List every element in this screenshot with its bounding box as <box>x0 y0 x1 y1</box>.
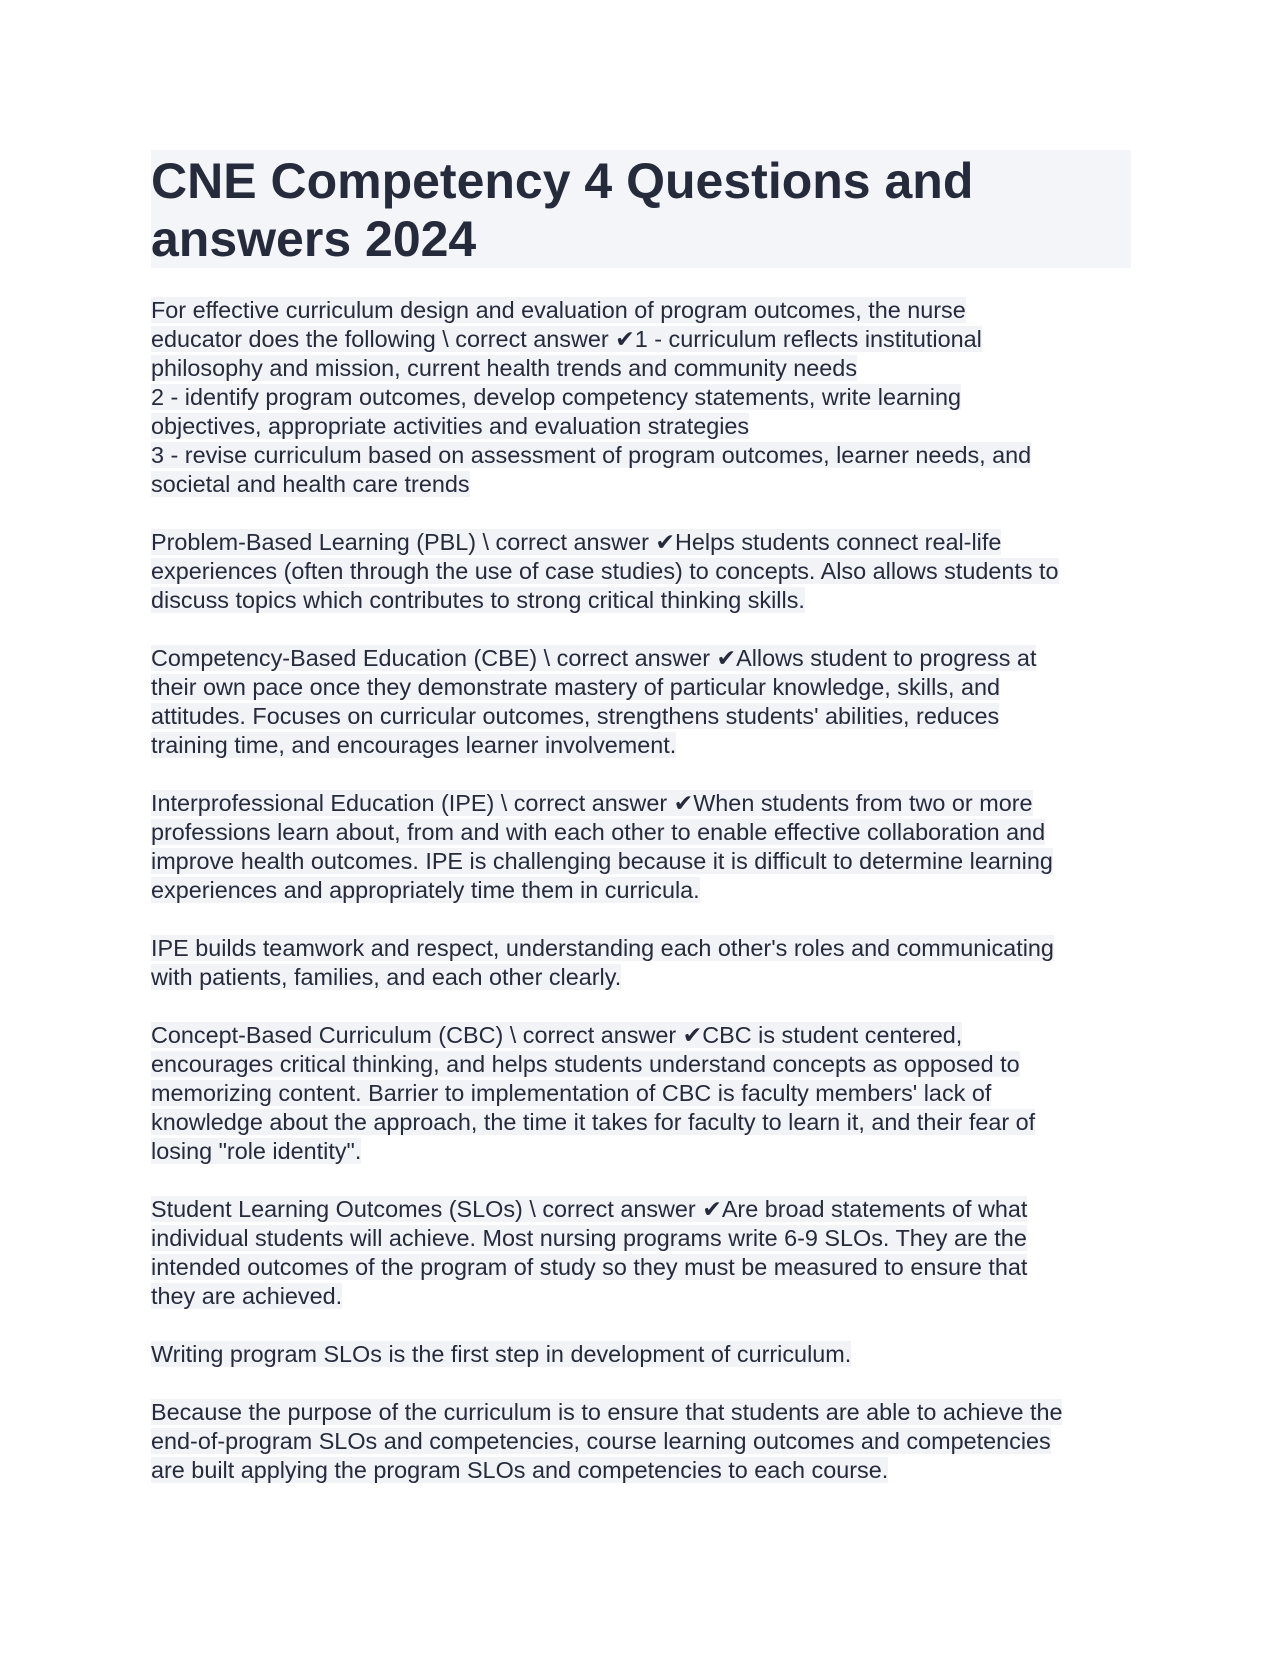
paragraph-line: objectives, appropriate activities and evaluation strategies <box>151 413 750 439</box>
answer-paragraph <box>151 934 1131 992</box>
paragraph-line: encourages critical thinking, and helps students understand concepts as opposed to <box>151 1051 1020 1077</box>
paragraph-line-wrapper <box>151 963 1131 992</box>
paragraph-line: end-of-program SLOs and competencies, course learning outcomes and competencies <box>151 1428 1051 1454</box>
paragraph-line-wrapper <box>151 731 1131 760</box>
paragraph-line-wrapper <box>151 1021 1131 1050</box>
document-title: CNE Competency 4 Questions and answers 2024 <box>151 153 974 267</box>
paragraph-line: For effective curriculum design and evaluation of program outcomes, the nurse <box>151 297 966 323</box>
paragraph-line-wrapper <box>151 1282 1131 1311</box>
paragraph-line-wrapper <box>151 1456 1131 1485</box>
paragraph-line-wrapper <box>151 1195 1131 1224</box>
paragraph-line-wrapper <box>151 557 1131 586</box>
paragraph-line: their own pace once they demonstrate mastery of particular knowledge, skills, and <box>151 674 1000 700</box>
paragraph-line: 2 - identify program outcomes, develop competency statements, write learning <box>151 384 961 410</box>
paragraph-line: discuss topics which contributes to strong critical thinking skills. <box>151 587 805 613</box>
document-page <box>151 150 1131 1514</box>
paragraph-line: professions learn about, from and with each other to enable effective collaboration and <box>151 819 1046 845</box>
paragraph-line-wrapper <box>151 1253 1131 1282</box>
answer-paragraph <box>151 1021 1131 1166</box>
paragraph-line-wrapper <box>151 470 1131 499</box>
paragraph-line: societal and health care trends <box>151 471 470 497</box>
paragraph-line-wrapper <box>151 1398 1131 1427</box>
answer-paragraph <box>151 528 1131 615</box>
paragraph-line-wrapper <box>151 296 1131 325</box>
paragraph-line-wrapper <box>151 847 1131 876</box>
paragraph-line-wrapper <box>151 325 1131 354</box>
paragraph-line: experiences and appropriately time them in curricula. <box>151 877 700 903</box>
paragraph-line: educator does the following \ correct answer ✔1 - curriculum reflects institutional <box>151 326 982 352</box>
paragraph-line: Problem-Based Learning (PBL) \ correct answer ✔Helps students connect real-life <box>151 529 1002 555</box>
paragraph-line: memorizing content. Barrier to implementation of CBC is faculty members' lack of <box>151 1080 992 1106</box>
paragraph-line-wrapper <box>151 644 1131 673</box>
paragraph-line: Competency-Based Education (CBE) \ correct answer ✔Allows student to progress at <box>151 645 1037 671</box>
paragraph-line-wrapper <box>151 1108 1131 1137</box>
paragraph-line-wrapper <box>151 1427 1131 1456</box>
answer-paragraph <box>151 1195 1131 1311</box>
answer-paragraph <box>151 789 1131 905</box>
paragraph-line: IPE builds teamwork and respect, understanding each other's roles and communicating <box>151 935 1054 961</box>
paragraph-line: Student Learning Outcomes (SLOs) \ correct answer ✔Are broad statements of what <box>151 1196 1028 1222</box>
paragraph-line-wrapper <box>151 586 1131 615</box>
paragraph-line: intended outcomes of the program of study so they must be measured to ensure that <box>151 1254 1028 1280</box>
paragraph-line-wrapper <box>151 441 1131 470</box>
paragraph-line: philosophy and mission, current health trends and community needs <box>151 355 858 381</box>
paragraph-line-wrapper <box>151 789 1131 818</box>
paragraph-line: training time, and encourages learner involvement. <box>151 732 677 758</box>
paragraph-line-wrapper <box>151 354 1131 383</box>
paragraph-line: Interprofessional Education (IPE) \ correct answer ✔When students from two or more <box>151 790 1033 816</box>
paragraph-line-wrapper <box>151 934 1131 963</box>
answer-paragraph <box>151 1398 1131 1485</box>
paragraph-line-wrapper <box>151 673 1131 702</box>
paragraph-line: Concept-Based Curriculum (CBC) \ correct answer ✔CBC is student centered, <box>151 1022 963 1048</box>
paragraph-line: individual students will achieve. Most nursing programs write 6-9 SLOs. They are the <box>151 1225 1027 1251</box>
paragraph-line-wrapper <box>151 1224 1131 1253</box>
paragraph-line-wrapper <box>151 412 1131 441</box>
paragraph-line-wrapper <box>151 702 1131 731</box>
paragraph-line: experiences (often through the use of case studies) to concepts. Also allows students to <box>151 558 1059 584</box>
paragraph-line: with patients, families, and each other clearly. <box>151 964 622 990</box>
document-body <box>151 296 1131 1485</box>
paragraph-line-wrapper <box>151 876 1131 905</box>
paragraph-line: they are achieved. <box>151 1283 343 1309</box>
paragraph-line: are built applying the program SLOs and competencies to each course. <box>151 1457 889 1483</box>
paragraph-line-wrapper <box>151 1079 1131 1108</box>
paragraph-line: 3 - revise curriculum based on assessment of program outcomes, learner needs, and <box>151 442 1032 468</box>
paragraph-line: knowledge about the approach, the time it takes for faculty to learn it, and their fear of <box>151 1109 1036 1135</box>
paragraph-line: Writing program SLOs is the first step in development of curriculum. <box>151 1341 852 1367</box>
paragraph-line-wrapper <box>151 1340 1131 1369</box>
paragraph-line: Because the purpose of the curriculum is to ensure that students are able to achieve the <box>151 1399 1063 1425</box>
paragraph-line: attitudes. Focuses on curricular outcomes, strengthens students' abilities, reduces <box>151 703 1000 729</box>
answer-paragraph <box>151 1340 1131 1369</box>
answer-paragraph <box>151 644 1131 760</box>
paragraph-line-wrapper <box>151 818 1131 847</box>
paragraph-line-wrapper <box>151 1137 1131 1166</box>
paragraph-line: losing "role identity". <box>151 1138 362 1164</box>
paragraph-line: improve health outcomes. IPE is challenging because it is difficult to determine learning <box>151 848 1053 874</box>
answer-paragraph <box>151 296 1131 499</box>
paragraph-line-wrapper <box>151 1050 1131 1079</box>
paragraph-line-wrapper <box>151 383 1131 412</box>
paragraph-line-wrapper <box>151 528 1131 557</box>
title-block <box>151 150 1131 268</box>
